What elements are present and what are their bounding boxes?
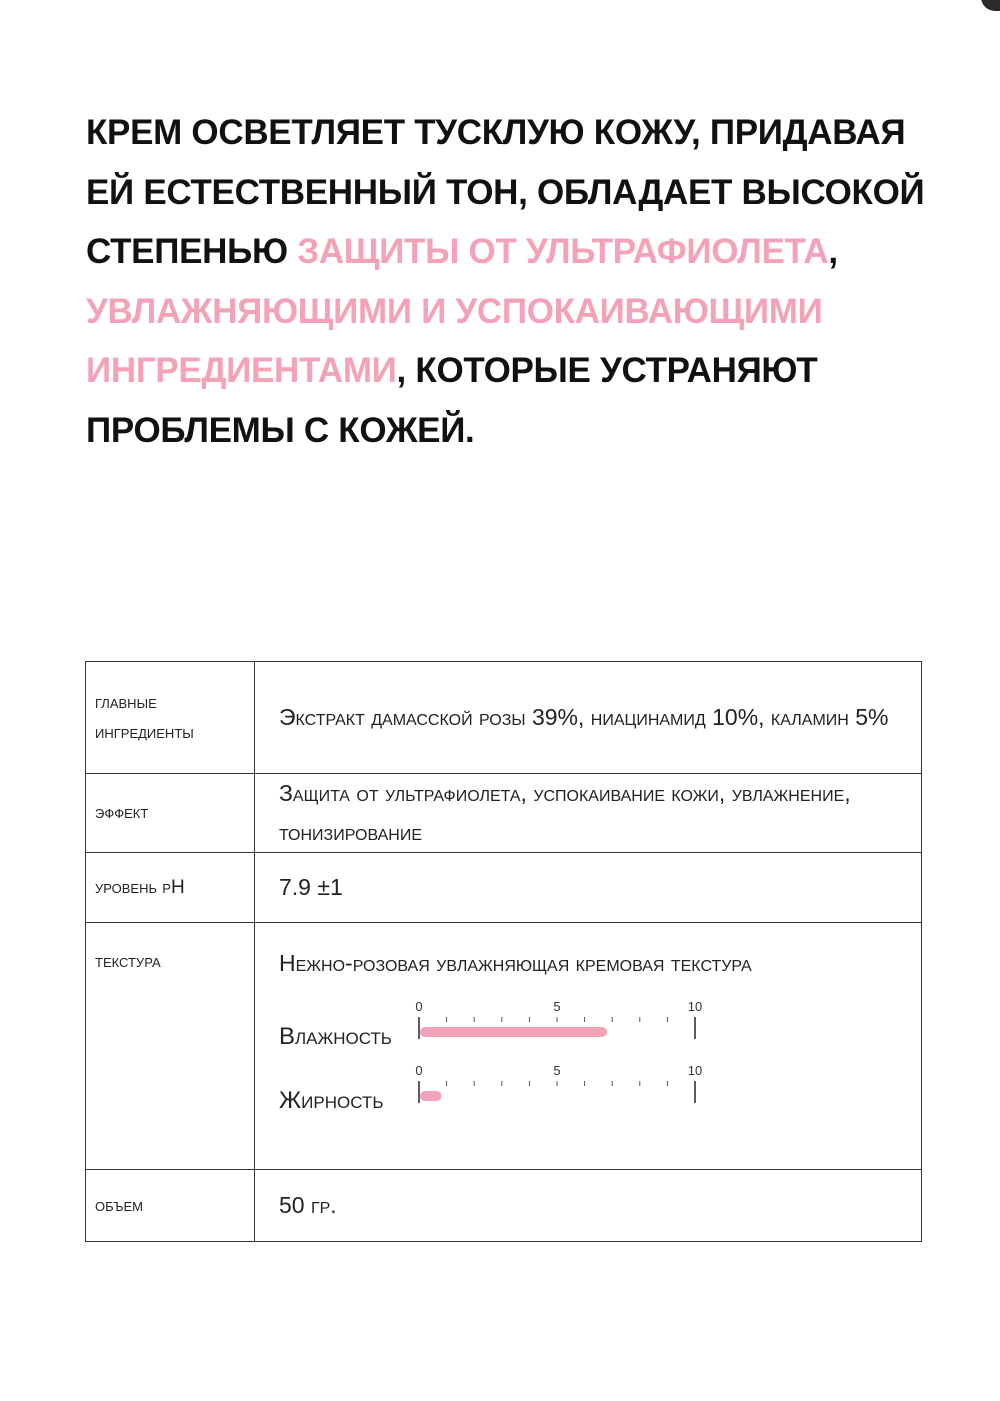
ingredients-value: Экстракт дамасской розы 39%, ниацинамид 10%, каламин 5% xyxy=(255,662,922,774)
headline-text-2: , xyxy=(828,232,838,271)
volume-value: 50 гр. xyxy=(255,1170,922,1242)
ph-label: уровень pH xyxy=(86,853,255,923)
specs-table xyxy=(85,661,922,1242)
texture-cell xyxy=(255,923,922,1170)
scale-tick-label: 0 xyxy=(415,999,423,1014)
texture-label: текстура xyxy=(86,923,255,1170)
scale-level-bar xyxy=(420,1027,607,1037)
scale-tick-label: 10 xyxy=(687,1063,703,1078)
ph-value: 7.9 ±1 xyxy=(255,853,922,923)
row-texture xyxy=(86,923,922,1170)
scale-tick-label: 5 xyxy=(553,999,561,1014)
effect-label: эффект xyxy=(86,774,255,853)
corner-decoration xyxy=(981,0,1000,11)
volume-label: объем xyxy=(86,1170,255,1242)
scale-tick-label: 10 xyxy=(687,999,703,1014)
headline-highlight-uv: ЗАЩИТЫ ОТ УЛЬТРАФИОЛЕТА xyxy=(297,232,829,271)
scale-oiliness xyxy=(279,1055,911,1119)
scale-tick-label: 0 xyxy=(415,1063,423,1078)
row-effect xyxy=(86,774,922,853)
scale-oiliness-gauge xyxy=(415,1055,715,1119)
headline xyxy=(86,103,926,460)
ingredients-label: главные ингредиенты xyxy=(86,662,255,774)
headline-highlight-ingredients: УВЛАЖНЯЮЩИМИ И УСПОКАИВАЮЩИМИ ИНГРЕДИЕНТАМИ xyxy=(86,291,823,390)
effect-value: Защита от ультрафиолета, успокаивание кожи, увлажнение, тонизирование xyxy=(255,774,922,853)
row-ph xyxy=(86,853,922,923)
texture-value: Нежно-розовая увлажняющая кремовая текстура xyxy=(279,950,752,976)
scale-moisture-gauge xyxy=(415,991,715,1055)
scale-moisture-label: Влажность xyxy=(279,1023,392,1050)
scale-level-bar xyxy=(420,1091,442,1101)
row-volume xyxy=(86,1170,922,1242)
headline-text-3: , КОТОРЫЕ УСТРАНЯЮТ ПРОБЛЕМЫ С КОЖЕЙ. xyxy=(86,351,818,450)
scale-moisture xyxy=(279,991,911,1055)
scale-oiliness-label: Жирность xyxy=(279,1087,384,1114)
row-ingredients xyxy=(86,662,922,774)
headline-text-1: КРЕМ ОСВЕТЛЯЕТ ТУСКЛУЮ КОЖУ, ПРИДАВАЯ ЕЙ ЕСТЕСТВЕННЫЙ ТОН, ОБЛАДАЕТ ВЫСОКОЙ СТЕПЕНЬЮ xyxy=(86,113,925,271)
scale-tick-label: 5 xyxy=(553,1063,561,1078)
